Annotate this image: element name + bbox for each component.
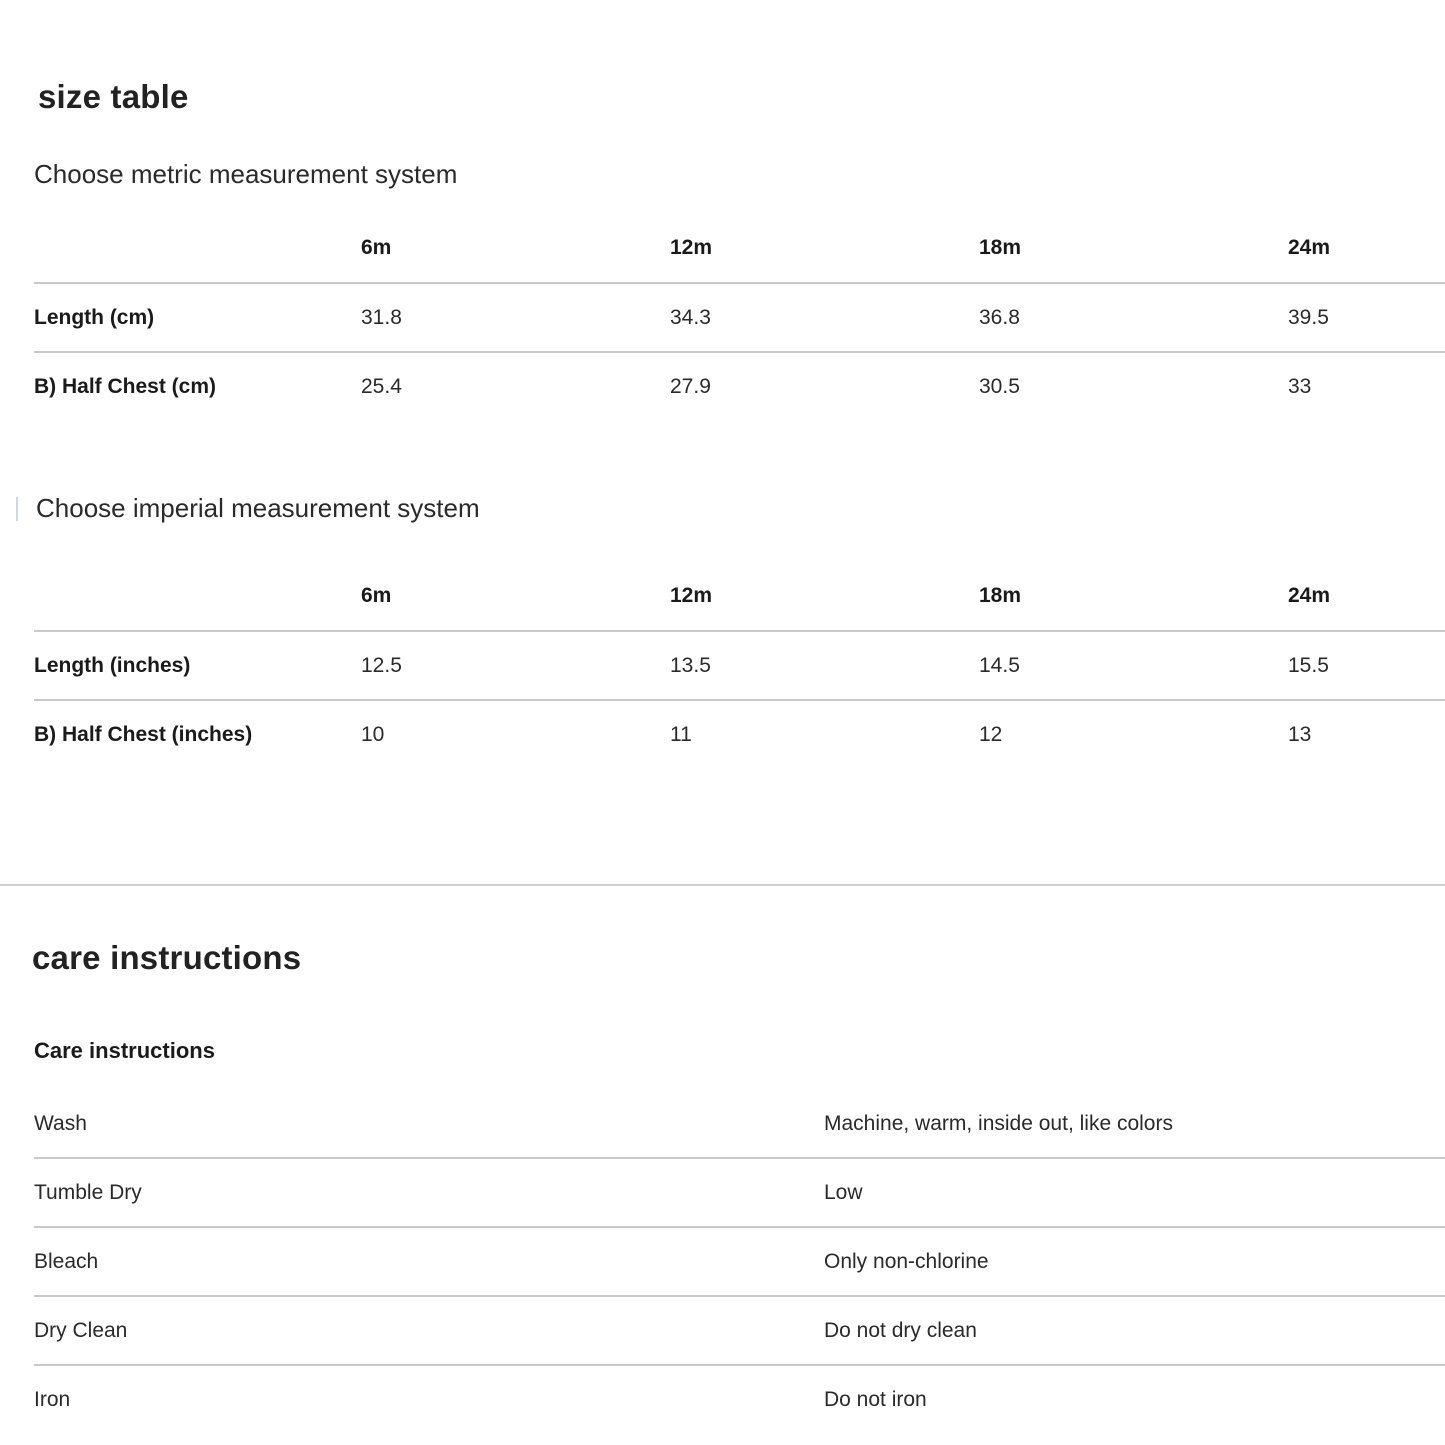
row-label: B) Half Chest (inches) [34, 723, 253, 746]
table-cell: 10 [361, 723, 385, 746]
care-row [34, 1296, 1445, 1365]
table-cell: 11 [670, 723, 692, 746]
care-instructions-title: care instructions [32, 939, 302, 976]
table-header-row [34, 562, 1445, 631]
table-cell: 25.4 [361, 375, 402, 398]
size-table-title: size table [38, 78, 189, 115]
care-value: Machine, warm, inside out, like colors [824, 1090, 1445, 1158]
table-cell: 33 [1288, 375, 1312, 398]
column-header: 18m [979, 562, 1288, 631]
care-key: Wash [34, 1090, 824, 1158]
table-cell: 13 [1288, 723, 1312, 746]
row-label: B) Half Chest (cm) [34, 375, 217, 398]
care-value: Low [824, 1158, 1445, 1227]
header-empty-cell [34, 214, 361, 283]
section-divider [0, 884, 1445, 886]
table-cell: 14.5 [979, 631, 1288, 700]
table-cell: 30.5 [979, 375, 1020, 398]
metric-system-heading[interactable]: Choose metric measurement system [34, 159, 458, 189]
care-key: Bleach [34, 1227, 824, 1296]
table-cell: 34.3 [670, 283, 979, 352]
care-value: Do not dry clean [824, 1296, 1445, 1365]
care-value: Do not iron [824, 1387, 927, 1411]
care-value: Only non-chlorine [824, 1227, 1445, 1296]
column-header: 12m [670, 214, 979, 283]
care-instructions-table [34, 1090, 1445, 1433]
care-instructions-subheading: Care instructions [34, 1038, 215, 1063]
row-label: Length (cm) [34, 283, 361, 352]
table-cell: 13.5 [670, 631, 979, 700]
table-row [34, 631, 1445, 700]
column-header: 24m [1288, 562, 1445, 631]
column-header: 6m [361, 214, 670, 283]
table-cell: 12.5 [361, 631, 670, 700]
care-key: Iron [34, 1387, 71, 1411]
table-cell: 12 [979, 723, 1003, 746]
table-cell: 36.8 [979, 283, 1288, 352]
care-key: Dry Clean [34, 1296, 824, 1365]
table-cell: 39.5 [1288, 283, 1445, 352]
focus-indicator [16, 497, 18, 521]
care-row [34, 1365, 1445, 1433]
metric-size-table [34, 214, 1445, 421]
table-cell: 31.8 [361, 283, 670, 352]
table-cell: 27.9 [670, 375, 711, 398]
column-header: 24m [1288, 214, 1445, 283]
care-row [34, 1090, 1445, 1158]
care-row [34, 1227, 1445, 1296]
table-row [34, 283, 1445, 352]
table-cell: 15.5 [1288, 631, 1445, 700]
table-row [34, 352, 1445, 421]
imperial-system-heading[interactable]: Choose imperial measurement system [36, 493, 480, 523]
table-row [34, 700, 1445, 769]
care-row [34, 1158, 1445, 1227]
column-header: 6m [361, 562, 670, 631]
row-label: Length (inches) [34, 631, 361, 700]
header-empty-cell [34, 562, 361, 631]
imperial-size-table [34, 562, 1445, 769]
table-header-row [34, 214, 1445, 283]
column-header: 18m [979, 214, 1288, 283]
care-key: Tumble Dry [34, 1158, 824, 1227]
column-header: 12m [670, 562, 979, 631]
